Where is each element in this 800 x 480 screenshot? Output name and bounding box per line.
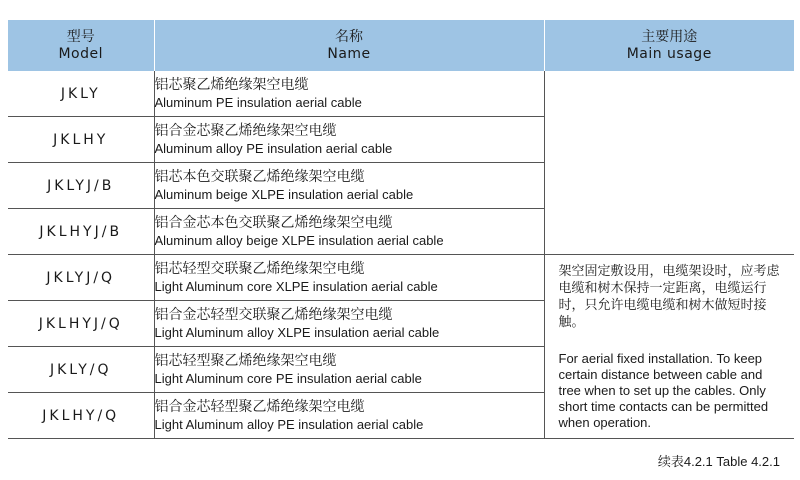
name-en: Light Aluminum core PE insulation aerial cable (154, 370, 422, 386)
model-cell: JKLY (8, 71, 154, 117)
name-cn: 铝合金芯轻型交联聚乙烯绝缘架空电缆 (154, 306, 393, 323)
usage-text-cn: 架空固定敷设用，电缆架设时，应考虑电缆和树木保持一定距离，电缆运行时，只允许电缆电缆和树木做短时接触。 (558, 264, 780, 330)
model-cell: JKLY/Q (8, 347, 154, 393)
name-en: Aluminum alloy beige XLPE insulation aerial cable (154, 232, 444, 248)
model-cell: JKLHYJ/B (8, 209, 154, 255)
model-cell: JKLYJ/Q (8, 255, 154, 301)
name-cell (154, 255, 544, 301)
name-cell (154, 393, 544, 439)
model-header (8, 20, 154, 71)
name-en: Aluminum PE insulation aerial cable (154, 94, 362, 110)
name-header-en: Name (327, 45, 371, 62)
name-en: Light Aluminum core XLPE insulation aerial cable (154, 278, 438, 294)
model-header-cn: 型号 (66, 28, 95, 45)
name-cn: 铝芯轻型聚乙烯绝缘架空电缆 (154, 352, 337, 369)
name-cell (154, 117, 544, 163)
model-header-en: Model (58, 45, 104, 62)
name-cn: 铝合金芯本色交联聚乙烯绝缘架空电缆 (154, 214, 393, 231)
name-header (154, 20, 544, 71)
name-cn: 铝芯轻型交联聚乙烯绝缘架空电缆 (154, 260, 365, 277)
model-cell: JKLHY (8, 117, 154, 163)
usage-header (544, 20, 794, 71)
name-en: Light Aluminum alloy XLPE insulation aerial cable (154, 324, 440, 340)
usage-cell (544, 255, 794, 439)
name-header-cn: 名称 (335, 28, 363, 45)
name-cn: 铝合金芯聚乙烯绝缘架空电缆 (154, 122, 337, 139)
name-cell (154, 71, 544, 117)
usage-header-cn: 主要用途 (641, 28, 698, 45)
usage-header-en: Main usage (626, 45, 712, 62)
table-caption: 续表4.2.1 Table 4.2.1 (657, 454, 780, 469)
header-row (8, 20, 794, 71)
model-cell: JKLHYJ/Q (8, 301, 154, 347)
usage-text-en: For aerial fixed installation. To keep certain distance between cable and tree when to set up the cables. Only short time contacts can be permitted when operation. (558, 351, 769, 430)
table-row (8, 71, 794, 117)
name-cn: 铝芯聚乙烯绝缘架空电缆 (154, 76, 309, 93)
model-cell: JKLYJ/B (8, 163, 154, 209)
name-cell (154, 347, 544, 393)
name-cn: 铝芯本色交联聚乙烯绝缘架空电缆 (154, 168, 365, 185)
name-cell (154, 209, 544, 255)
name-cell (154, 163, 544, 209)
usage-cell-upper (544, 71, 794, 255)
model-cell: JKLHY/Q (8, 393, 154, 439)
table-row (8, 255, 794, 301)
name-en: Aluminum beige XLPE insulation aerial cable (154, 186, 414, 202)
name-cn: 铝合金芯轻型聚乙烯绝缘架空电缆 (154, 398, 365, 415)
name-en: Aluminum alloy PE insulation aerial cable (154, 140, 393, 156)
name-cell (154, 301, 544, 347)
cable-spec-table (8, 20, 794, 439)
name-en: Light Aluminum alloy PE insulation aerial cable (154, 416, 424, 432)
